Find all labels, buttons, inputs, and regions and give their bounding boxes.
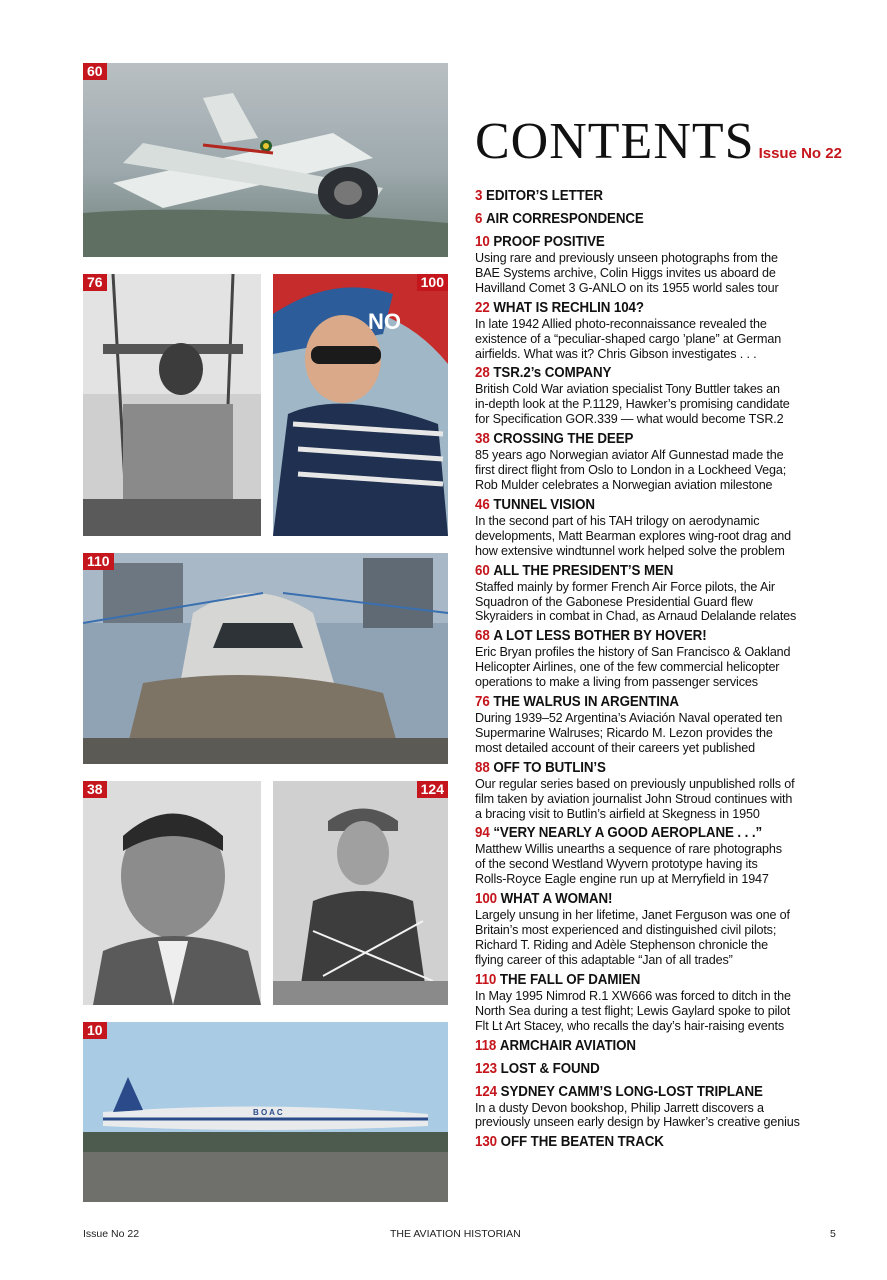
photo-comet — [83, 1022, 448, 1202]
toc-description-line: Skyraiders in combat in Chad, as Arnaud Delalande relates — [475, 609, 797, 624]
toc-page-number: 88 — [475, 759, 490, 776]
toc-description-line: airfields. What was it? Chris Gibson investigates . . . — [475, 346, 757, 361]
toc-description-line: 85 years ago Norwegian aviator Alf Gunnestad made the — [475, 448, 784, 463]
page-badge: 10 — [83, 1022, 107, 1039]
toc-description-line: In the second part of his TAH trilogy on aerodynamic — [475, 513, 760, 528]
page-badge: 110 — [83, 553, 114, 570]
toc-article-title: ALL THE PRESIDENT’S MEN — [493, 562, 674, 579]
toc-description-line: Largely unsung in her lifetime, Janet Ferguson was one of — [475, 908, 790, 923]
toc-page-number: 100 — [475, 891, 497, 908]
toc-description-line: Britain’s most experienced and distinguished civil pilots; — [475, 923, 777, 938]
toc-article-title: “VERY NEARLY A GOOD AEROPLANE . . .” — [493, 825, 763, 842]
toc-description-line: Supermarine Walruses; Ricardo M. Lezon provides the — [475, 725, 773, 740]
toc-entry-heading — [475, 760, 815, 777]
toc-entry-heading — [475, 628, 815, 645]
toc-article-title: SYDNEY CAMM’S LONG-LOST TRIPLANE — [500, 1083, 763, 1100]
toc-description-line: first direct flight from Oslo to London in a Lockheed Vega; — [475, 463, 787, 478]
toc-page-number: 124 — [475, 1083, 497, 1100]
toc-article-title: AIR CORRESPONDENCE — [486, 211, 644, 227]
toc-article-title: WHAT IS RECHLIN 104? — [493, 299, 644, 316]
toc-article-description — [475, 842, 845, 887]
comet-fuselage-text: B O A C — [253, 1108, 283, 1117]
toc-page-number: 130 — [475, 1134, 497, 1151]
toc-article-description — [475, 382, 845, 427]
toc-article-title: THE WALRUS IN ARGENTINA — [493, 694, 679, 711]
toc-entry-heading — [475, 211, 815, 228]
contents-masthead — [475, 112, 845, 171]
toc-description-line: During 1939–52 Argentina’s Aviación Naval operated ten — [475, 711, 783, 726]
toc-article-title: LOST & FOUND — [500, 1060, 600, 1077]
page-badge: 38 — [83, 781, 107, 798]
toc-article-description — [475, 251, 845, 296]
toc-entry[interactable] — [475, 563, 845, 625]
toc-description-line: Using rare and previously unseen photographs from the — [475, 251, 778, 265]
photo-skyraider — [83, 63, 448, 257]
toc-page-number: 10 — [475, 234, 490, 250]
toc-entry[interactable] — [475, 891, 845, 968]
toc-article-description — [475, 580, 845, 625]
wreck-image — [83, 553, 448, 764]
toc-description-line: North Sea during a test flight; Lewis Gaylard spoke to pilot — [475, 1003, 791, 1018]
toc-description-line: existence of a “peculiar-shaped cargo ’plane” at German — [475, 331, 782, 346]
toc-entry[interactable] — [475, 234, 845, 296]
toc-description-line: Squadron of the Gabonese Presidential Guard flew — [475, 594, 753, 609]
umbrella-text: NO — [368, 309, 401, 334]
toc-entry-heading — [475, 300, 815, 317]
toc-description-line: Flt Lt Art Stacey, who recalls the day’s hair-raising events — [475, 1018, 785, 1033]
footer-publication: THE AVIATION HISTORIAN — [390, 1228, 521, 1240]
toc-description-line: of the second Westland Wyvern prototype having its — [475, 857, 758, 872]
toc-entry[interactable] — [475, 694, 845, 756]
page-badge: 100 — [417, 274, 448, 291]
toc-page-number: 76 — [475, 694, 490, 711]
page-badge: 124 — [417, 781, 448, 798]
footer-issue: Issue No 22 — [83, 1228, 140, 1240]
toc-description-line: a bracing visit to Butlin’s airfield at Skegness in 1950 — [475, 806, 760, 821]
toc-description-line: Helicopter Airlines, one of the few commercial helicopter — [475, 660, 780, 675]
toc-entry-heading — [475, 1038, 815, 1055]
toc-page-number: 94 — [475, 825, 490, 842]
toc-entry[interactable] — [475, 188, 845, 205]
toc-page-number: 6 — [475, 211, 483, 227]
toc-article-title: PROOF POSITIVE — [493, 234, 605, 250]
toc-page-number: 123 — [475, 1060, 497, 1077]
toc-page-number: 22 — [475, 299, 490, 316]
toc-page-number: 60 — [475, 562, 490, 579]
toc-article-description — [475, 645, 845, 690]
toc-description-line: Our regular series based on previously unpublished rolls of — [475, 776, 795, 791]
toc-page-number: 46 — [475, 496, 490, 513]
toc-article-title: OFF TO BUTLIN’S — [493, 759, 606, 776]
toc-page-number: 68 — [475, 628, 490, 645]
page-badge: 60 — [83, 63, 107, 80]
toc-article-title: TUNNEL VISION — [493, 496, 595, 513]
toc-description-line: Rolls-Royce Eagle engine run up at Merryfield in 1947 — [475, 872, 769, 887]
toc-entry-heading — [475, 365, 815, 382]
toc-article-description — [475, 989, 845, 1034]
toc-entry[interactable] — [475, 365, 845, 427]
toc-page-number: 38 — [475, 431, 490, 448]
toc-article-title: ARMCHAIR AVIATION — [499, 1037, 636, 1054]
toc-entry-heading — [475, 972, 815, 989]
toc-description-line: for Specification GOR.339 — what would become TSR.2 — [475, 412, 784, 427]
photo-camm — [273, 781, 448, 1005]
toc-article-title: CROSSING THE DEEP — [493, 431, 634, 448]
toc-entry[interactable] — [475, 1134, 845, 1151]
toc-article-description — [475, 777, 845, 822]
toc-entry[interactable] — [475, 972, 845, 1034]
toc-article-title: TSR.2’s COMPANY — [493, 365, 612, 382]
walrus-image — [83, 274, 261, 536]
toc-article-description — [475, 317, 845, 362]
toc-page-number: 118 — [475, 1037, 497, 1054]
toc-description-line: BAE Systems archive, Colin Higgs invites us aboard de — [475, 265, 776, 280]
photo-walrus — [83, 274, 261, 536]
toc-entry-heading — [475, 1134, 815, 1151]
toc-description-line: previously unseen early design by Hawker’s creative genius — [475, 1115, 800, 1130]
toc-entry-heading — [475, 563, 815, 580]
toc-entry-heading — [475, 234, 815, 251]
toc-page-number: 3 — [475, 188, 483, 204]
photo-woman — [273, 274, 448, 536]
toc-article-title: A LOT LESS BOTHER BY HOVER! — [493, 628, 707, 645]
toc-article-title: EDITOR’S LETTER — [486, 188, 603, 204]
toc-article-description — [475, 514, 845, 559]
toc-description-line: film taken by aviation journalist John Stroud continues with — [475, 791, 793, 806]
toc-entry-heading — [475, 891, 815, 908]
toc-description-line: Eric Bryan profiles the history of San Francisco & Oakland — [475, 645, 791, 660]
toc-entry-heading — [475, 497, 815, 514]
toc-description-line: operations to make a living from passenger services — [475, 675, 758, 690]
toc-entry[interactable] — [475, 825, 845, 887]
toc-description-line: In a dusty Devon bookshop, Philip Jarrett discovers a — [475, 1100, 764, 1115]
toc-description-line: British Cold War aviation specialist Tony Buttler takes an — [475, 382, 780, 397]
toc-entry-heading — [475, 825, 815, 842]
portrait-image — [83, 781, 261, 1005]
toc-description-line: Staffed mainly by former French Air Force pilots, the Air — [475, 579, 775, 594]
skyraider-image — [83, 63, 448, 257]
toc-entry-heading — [475, 1061, 815, 1078]
toc-description-line: flying career of this adaptable “Jan of all trades” — [475, 952, 733, 967]
toc-page-number: 28 — [475, 365, 490, 382]
woman-image — [273, 274, 448, 536]
toc-page-number: 110 — [475, 971, 497, 988]
toc-entry-heading — [475, 188, 815, 205]
toc-article-description — [475, 448, 845, 493]
toc-article-title: OFF THE BEATEN TRACK — [500, 1134, 664, 1151]
toc-entry[interactable] — [475, 1084, 845, 1131]
toc-entry[interactable] — [475, 1061, 845, 1078]
toc-entry-heading — [475, 694, 815, 711]
toc-description-line: Richard T. Riding and Adèle Stephenson chronicle the — [475, 938, 769, 952]
toc-description-line: Matthew Willis unearths a sequence of rare photographs — [475, 842, 782, 857]
toc-entry-heading — [475, 1084, 815, 1101]
toc-description-line: developments, Matt Bearman explores wing-root drag and — [475, 528, 792, 543]
page-title: CONTENTS — [475, 113, 755, 170]
toc-description-line: most detailed account of their careers yet published — [475, 740, 755, 755]
toc-entry[interactable] — [475, 211, 845, 228]
toc-entry[interactable] — [475, 431, 845, 493]
toc-entry[interactable] — [475, 300, 845, 362]
photo-portrait — [83, 781, 261, 1005]
toc-article-title: THE FALL OF DAMIEN — [499, 971, 641, 988]
toc-description-line: in-depth look at the P.1129, Hawker’s promising candidate — [475, 397, 790, 412]
toc-description-line: In late 1942 Allied photo-reconnaissance revealed the — [475, 316, 767, 331]
toc-entry[interactable] — [475, 760, 845, 822]
comet-image — [83, 1022, 448, 1202]
toc-article-description — [475, 908, 845, 968]
table-of-contents — [475, 188, 845, 1157]
toc-article-title: WHAT A WOMAN! — [500, 891, 613, 908]
footer-page-number: 5 — [830, 1228, 836, 1240]
camm-image — [273, 781, 448, 1005]
toc-entry[interactable] — [475, 628, 845, 690]
page-badge: 76 — [83, 274, 107, 291]
toc-article-description — [475, 1101, 845, 1131]
toc-entry-heading — [475, 431, 815, 448]
toc-article-description — [475, 711, 845, 756]
issue-label: Issue No 22 — [758, 145, 842, 162]
photo-nimrod-wreck — [83, 553, 448, 764]
toc-description-line: In May 1995 Nimrod R.1 XW666 was forced to ditch in the — [475, 988, 791, 1003]
toc-description-line: how extensive windtunnel work helped solve the problem — [475, 543, 785, 558]
toc-description-line: Rob Mulder celebrates a Norwegian aviation milestone — [475, 477, 773, 492]
toc-entry[interactable] — [475, 497, 845, 559]
toc-entry[interactable] — [475, 1038, 845, 1055]
toc-description-line: Havilland Comet 3 G-ANLO on its 1955 world sales tour — [475, 280, 779, 295]
